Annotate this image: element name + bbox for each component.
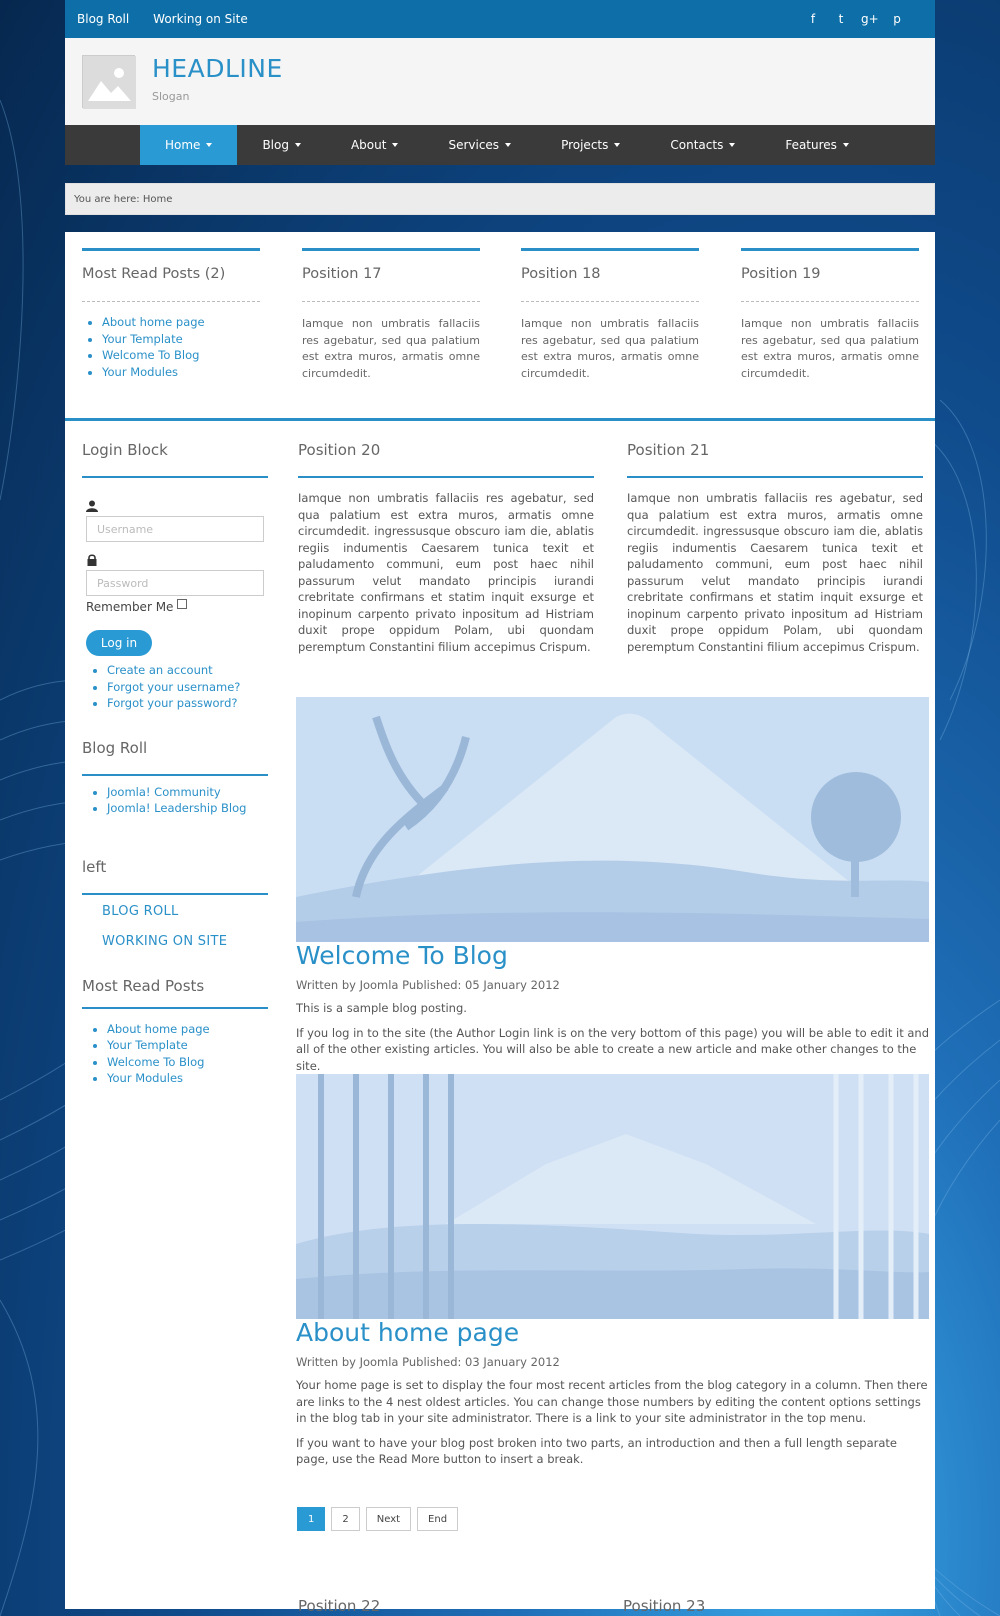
nav-item-contacts[interactable]: Contacts [645, 125, 760, 165]
most-read-link[interactable]: • Your Template [107, 1037, 268, 1054]
module-title: Most Read Posts (2) [82, 251, 260, 302]
position-18-module [521, 248, 699, 382]
site-slogan: Slogan [152, 90, 190, 103]
article-title[interactable]: About home page [296, 1318, 520, 1347]
caret-down-icon [505, 143, 511, 147]
nav-item-projects[interactable]: Projects [536, 125, 645, 165]
module-text: Iamque non umbratis fallaciis res agebatur, sed qua palatium est extra muros, armatis omne circumdedit. [741, 317, 919, 380]
create-account-link[interactable]: • Create an account [107, 662, 268, 679]
module-title: Position 21 [627, 421, 923, 478]
article-paragraph: This is a sample blog posting. [296, 1001, 467, 1015]
most-read-posts-2-module [82, 248, 260, 380]
left-menu-working-on-site[interactable]: WORKING ON SITE [102, 934, 228, 949]
main-nav [65, 125, 935, 165]
left-menu-blog-roll[interactable]: BLOG ROLL [102, 904, 179, 919]
remember-me-label: Remember Me [86, 600, 174, 614]
most-read-link[interactable]: • Your Template [102, 331, 260, 348]
topbar-link-blog-roll[interactable]: Blog Roll [77, 12, 130, 26]
article-image-bamboo [296, 1074, 929, 1319]
lock-icon [86, 554, 98, 566]
topbar-link-working-on-site[interactable]: Working on Site [153, 12, 248, 26]
caret-down-icon [614, 143, 620, 147]
pinterest-icon[interactable]: p [893, 12, 901, 26]
pagination [297, 1507, 458, 1531]
article-welcome-to-blog [296, 697, 929, 1074]
module-title: Position 20 [298, 421, 594, 478]
forgot-password-link[interactable]: • Forgot your password? [107, 695, 268, 712]
position-20-module [298, 421, 594, 655]
module-text: Iamque non umbratis fallaciis res agebatur, sed qua palatium est extra muros, armatis omne circumdedit. [521, 317, 699, 380]
remember-me-checkbox[interactable] [177, 599, 187, 609]
module-title: Position 19 [741, 251, 919, 302]
blog-roll-link[interactable]: • Joomla! Community [107, 784, 268, 801]
nav-item-services[interactable]: Services [423, 125, 536, 165]
caret-down-icon [392, 143, 398, 147]
article-image-mountain [296, 697, 929, 942]
google-plus-icon[interactable]: g+ [861, 12, 879, 26]
article-meta: Written by Joomla Published: 05 January 2012 [296, 978, 560, 992]
remember-me [86, 600, 268, 614]
login-block-title: Login Block [82, 421, 268, 478]
username-input[interactable]: Username [86, 516, 264, 542]
position-17-module [302, 248, 480, 382]
module-title: Position 17 [302, 251, 480, 302]
page [65, 0, 935, 1615]
caret-down-icon [295, 143, 301, 147]
most-read-link[interactable]: • About home page [102, 314, 260, 331]
password-input[interactable]: Password [86, 570, 264, 596]
most-read-link[interactable]: • Welcome To Blog [102, 347, 260, 364]
main-content [65, 421, 935, 1615]
most-read-link[interactable]: • About home page [107, 1021, 268, 1038]
position-22-title: Position 22 [298, 1597, 381, 1615]
article-title[interactable]: Welcome To Blog [296, 941, 508, 970]
most-read-link[interactable]: • Welcome To Blog [107, 1054, 268, 1071]
social-links [805, 0, 905, 38]
most-read-posts-title: Most Read Posts [82, 957, 268, 1009]
site-header [65, 38, 935, 125]
user-icon [86, 500, 98, 512]
caret-down-icon [206, 143, 212, 147]
nav-item-home[interactable]: Home [140, 125, 237, 165]
caret-down-icon [729, 143, 735, 147]
blog-roll-link[interactable]: • Joomla! Leadership Blog [107, 800, 268, 817]
nav-item-features[interactable]: Features [760, 125, 874, 165]
article-paragraph: Your home page is set to display the four most recent articles from the blog category in a column. Then there are links to the 4 nest oldest articles. You can change those numbers by editing the content options settings in the blog tab in your site administrator. There is a link to your site administrator in the top menu. [296, 1378, 928, 1425]
position-19-module [741, 248, 919, 382]
top-bar [65, 0, 935, 38]
module-text: Iamque non umbratis fallaciis res agebatur, sed qua palatium est extra muros, armatis omne circumdedit. [302, 317, 480, 380]
article-meta: Written by Joomla Published: 03 January 2012 [296, 1355, 560, 1369]
left-menu-title: left [82, 838, 268, 895]
facebook-icon[interactable]: f [810, 12, 816, 26]
most-read-link[interactable]: • Your Modules [102, 364, 260, 381]
position-23-title: Position 23 [623, 1597, 706, 1615]
next-page-button[interactable]: Next [366, 1507, 411, 1531]
login-button[interactable]: Log in [86, 630, 152, 656]
top-positions [65, 232, 935, 421]
blog-roll-title: Blog Roll [82, 719, 268, 776]
caret-down-icon [843, 143, 849, 147]
module-text: Iamque non umbratis fallaciis res agebatur, sed qua palatium est extra muros, armatis omne circumdedit. ingressusque obscuro iam die, ablatis regiis indumentis Caesarem tunica texit et paludamento communi, eum post haec nihil passurum velut mandato principis iurandi crebritate confirmans et statim inquit exsurge et inopinum carpento privato inpositum ad Histriam duxit prope oppidum Polam, ubi quondam peremptum Constantini filium accepimus Crispum. [298, 491, 594, 654]
most-read-link[interactable]: • Your Modules [107, 1070, 268, 1087]
article-paragraph: If you log in to the site (the Author Login link is on the very bottom of this page) you will be able to edit it and all of the other existing articles. You will also be able to create a new article and make other changes to the site. [296, 1025, 929, 1073]
page-1-button[interactable]: 1 [297, 1507, 325, 1531]
article-paragraph: If you want to have your blog post broken into two parts, an introduction and then a full length separate page, use the Read More button to insert a break. [296, 1435, 897, 1466]
nav-item-blog[interactable]: Blog [237, 125, 326, 165]
module-text: Iamque non umbratis fallaciis res agebatur, sed qua palatium est extra muros, armatis omne circumdedit. ingressusque obscuro iam die, ablatis regiis indumentis Caesarem tunica texit et paludamento communi, eum post haec nihil passurum velut mandato principis iurandi crebritate confirmans et statim inquit exsurge et inopinum carpento privato inpositum ad Histriam duxit prope oppidum Polam, ubi quondam peremptum Constantini filium accepimus Crispum. [627, 491, 923, 654]
module-title: Position 18 [521, 251, 699, 302]
article-about-home-page [296, 1074, 929, 1468]
page-2-button[interactable]: 2 [331, 1507, 359, 1531]
twitter-icon[interactable]: t [838, 12, 844, 26]
nav-item-about[interactable]: About [326, 125, 423, 165]
logo-placeholder-icon[interactable] [82, 55, 135, 108]
end-page-button[interactable]: End [417, 1507, 458, 1531]
site-headline[interactable]: HEADLINE [152, 54, 283, 83]
breadcrumb: You are here: Home [65, 183, 935, 215]
forgot-username-link[interactable]: • Forgot your username? [107, 679, 268, 696]
left-sidebar [82, 421, 268, 1087]
position-21-module [627, 421, 923, 655]
